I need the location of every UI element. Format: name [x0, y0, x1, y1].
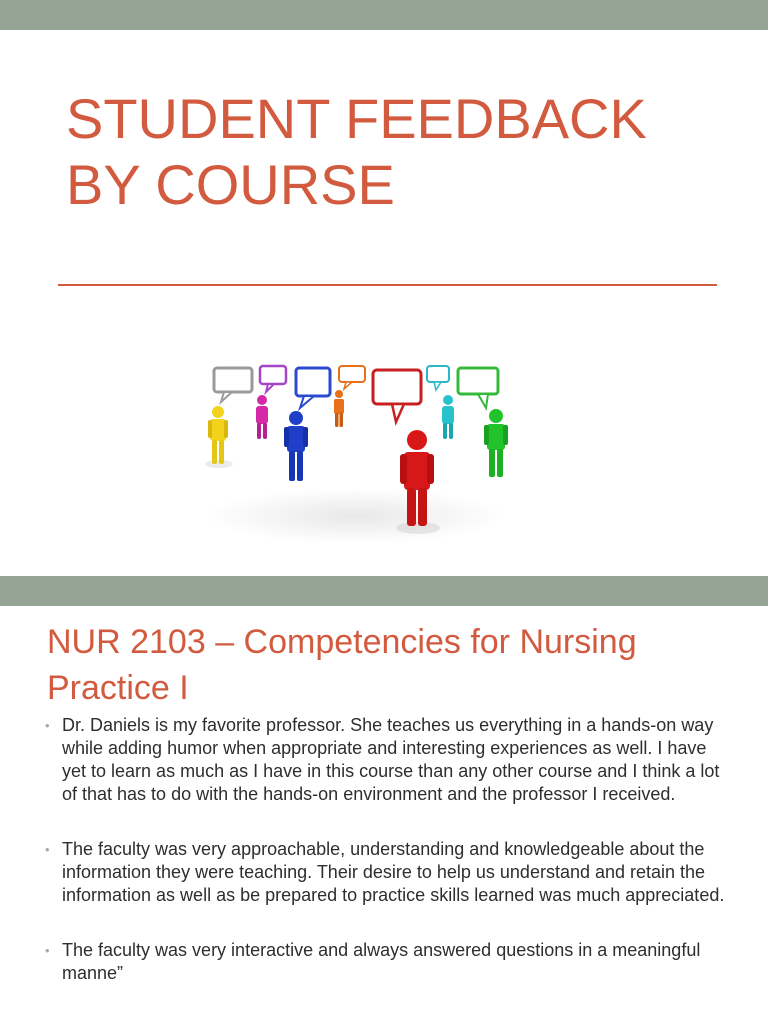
bullet-icon: • — [45, 718, 50, 733]
speech-bubble-gray-icon — [214, 368, 252, 402]
speech-bubble-cyan-icon — [427, 366, 449, 390]
person-yellow-icon — [205, 406, 233, 468]
slide2-title-line1: NUR 2103 – Competencies for Nursing — [47, 623, 637, 661]
list-item — [44, 838, 734, 907]
feedback-text: The faculty was very interactive and always answered questions in a meaningful manne” — [62, 940, 701, 983]
speech-bubble-purple-icon — [260, 366, 286, 392]
bullet-icon: • — [45, 943, 50, 958]
person-orange-icon — [334, 390, 344, 427]
slide1-title-line2: BY COURSE — [66, 153, 395, 216]
slide1-title-line1: STUDENT FEEDBACK — [66, 87, 647, 150]
person-magenta-icon — [256, 395, 268, 439]
feedback-text: Dr. Daniels is my favorite professor. She teaches us everything in a hands-on way while adding humor when appropriate and interesting experiences as well. I have yet to learn as much as I have in this course than any other course and I think a lot of that has to do with the hands-on environment and the professor I received. — [62, 715, 720, 804]
slide1-top-band — [0, 0, 768, 30]
person-blue-icon — [284, 411, 308, 481]
person-green-icon — [484, 409, 508, 477]
slide1-title — [66, 86, 746, 218]
people-speech-bubbles-illustration — [196, 356, 516, 546]
person-cyan-icon — [442, 395, 454, 439]
feedback-text: The faculty was very approachable, understanding and knowledgeable about the information they were teaching. Their desire to help us understand and retain the information as well as be prepared to practice skills learned was much appreciated. — [62, 839, 725, 905]
speech-bubble-green-icon — [458, 368, 498, 408]
speech-bubble-orange-icon — [339, 366, 365, 389]
feedback-list — [44, 714, 734, 1017]
slide2-top-band — [0, 576, 768, 606]
list-item — [44, 714, 734, 806]
speech-bubble-blue-icon — [296, 368, 330, 408]
list-item — [44, 939, 734, 985]
slide2-title — [47, 619, 747, 711]
bullet-icon: • — [45, 842, 50, 857]
speech-bubble-red-icon — [373, 370, 421, 422]
title-divider — [58, 284, 717, 286]
slide2-title-line2: Practice I — [47, 669, 189, 707]
